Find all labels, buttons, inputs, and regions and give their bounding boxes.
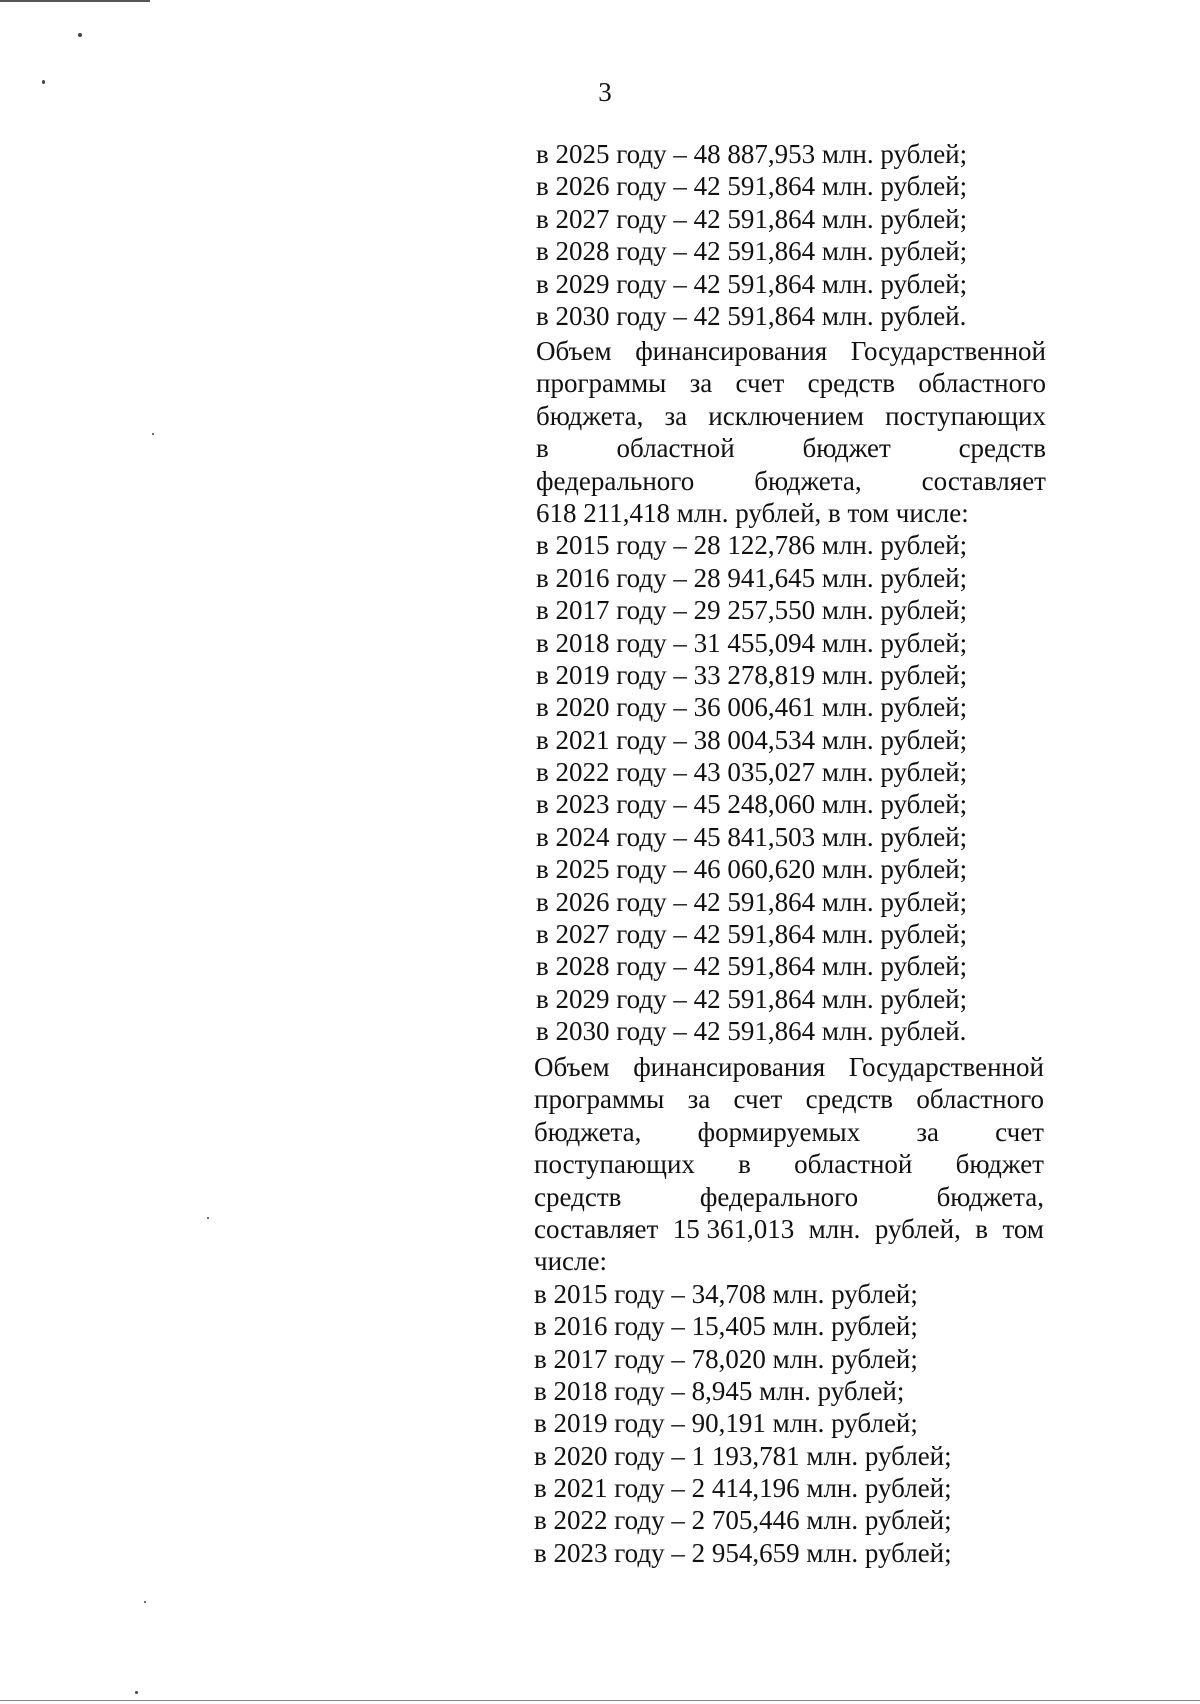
year-amount-line: в 2021 году – 2 414,196 млн. рублей; [534,1473,952,1504]
funding-by-year-list-total [536,138,1046,332]
word: в [536,433,549,464]
word: областного [918,368,1046,399]
year-amount-line: в 2015 году – 34,708 млн. рублей; [534,1278,918,1309]
year-amount-line: в 2029 году – 42 591,864 млн. рублей; [536,268,968,299]
paragraph-line [534,1181,1044,1213]
year-amount-line: в 2026 году – 42 591,864 млн. рублей; [536,171,968,202]
word: бюджета, [936,1181,1044,1212]
paragraph-line [536,465,1046,497]
word: средств [958,433,1046,464]
year-amount-line: в 2022 году – 43 035,027 млн. рублей; [536,757,968,788]
year-amount-line: в 2025 году – 48 887,953 млн. рублей; [536,139,968,169]
scan-speck [207,1217,209,1219]
scan-speck [135,1691,138,1694]
scan-edge-top [0,0,150,2]
paragraph-line [534,1051,1044,1083]
federal-transfers-funding-section [534,1051,1044,1569]
word: средств [807,368,896,399]
scan-speck [78,33,82,37]
word: в [975,1213,989,1244]
paragraph-line [534,1213,1044,1245]
word: за [687,1084,711,1115]
year-amount-line: в 2023 году – 45 248,060 млн. рублей; [536,789,968,820]
word: счет [735,368,785,399]
year-amount-line: в 2016 году – 15,405 млн. рублей; [534,1311,918,1342]
word: средств [534,1181,622,1212]
scan-speck [144,1601,146,1603]
year-amount-line: в 2026 году – 42 591,864 млн. рублей; [536,886,968,917]
word: за [664,400,688,431]
word: программы [534,1084,665,1115]
word: Объем [536,336,612,366]
word: программы [536,368,667,399]
word: федерального [699,1181,859,1212]
year-amount-line: в 2017 году – 29 257,550 млн. рублей; [536,595,968,626]
year-amount-line: в 2022 году – 2 705,446 млн. рублей; [534,1505,952,1536]
word: рублей, [874,1213,961,1244]
paragraph-line: числе: [534,1246,607,1277]
word: бюджет [802,433,891,464]
year-amount-line: в 2020 году – 36 006,461 млн. рублей; [536,692,968,723]
year-amount-line: в 2030 году – 42 591,864 млн. рублей. [536,1016,967,1047]
word: за [689,368,713,399]
word: областного [916,1084,1044,1115]
scan-speck [42,80,45,84]
year-amount-line: в 2019 году – 33 278,819 млн. рублей; [536,659,968,690]
page-number: 3 [598,77,612,107]
word: том [1002,1213,1044,1244]
word: областной [616,433,735,464]
word: финансирования [633,1052,826,1082]
word: бюджета, [534,1116,642,1147]
paragraph-line [536,400,1046,432]
word: средств [805,1084,894,1115]
word: исключением [708,400,864,431]
paragraph-line [536,367,1046,399]
word: Государственной [848,1052,1044,1082]
word: Государственной [850,336,1046,366]
year-amount-line: в 2027 году – 42 591,864 млн. рублей; [536,919,968,950]
word: счет [995,1116,1044,1147]
word: поступающих [534,1149,695,1180]
year-amount-line: в 2018 году – 31 455,094 млн. рублей; [536,627,968,658]
word: в [738,1149,751,1180]
word: формируемых [697,1116,861,1147]
scan-speck [152,433,154,435]
paragraph-line: 618 211,418 млн. рублей, в том числе: [536,497,969,528]
year-amount-line: в 2027 году – 42 591,864 млн. рублей; [536,203,968,234]
word: 15 361,013 [672,1213,795,1244]
word: составляет [534,1213,659,1244]
word: федерального [536,465,695,496]
word: Объем [534,1052,610,1082]
word: бюджет [955,1149,1044,1180]
year-amount-line: в 2015 году – 28 122,786 млн. рублей; [536,530,968,561]
year-amount-line: в 2023 году – 2 954,659 млн. рублей; [534,1537,952,1568]
word: бюджета, [754,465,862,496]
year-amount-line: в 2025 году – 46 060,620 млн. рублей; [536,854,968,885]
year-amount-line: в 2029 году – 42 591,864 млн. рублей; [536,983,968,1014]
word: бюджета, [536,400,644,431]
word: финансирования [635,336,828,366]
word: областной [794,1149,913,1180]
paragraph-line [536,335,1046,367]
word: млн. [808,1213,861,1244]
paragraph-line [536,432,1046,464]
word: составляет [921,465,1046,496]
year-amount-line: в 2017 году – 78,020 млн. рублей; [534,1343,918,1374]
paragraph-line [534,1083,1044,1115]
paragraph-line [534,1148,1044,1180]
word: счет [733,1084,783,1115]
year-amount-line: в 2018 году – 8,945 млн. рублей; [534,1375,905,1406]
year-amount-line: в 2016 году – 28 941,645 млн. рублей; [536,562,968,593]
year-amount-line: в 2020 году – 1 193,781 млн. рублей; [534,1440,952,1471]
paragraph-line [534,1116,1044,1148]
scan-edge-bottom [0,1700,1200,1701]
year-amount-line: в 2028 году – 42 591,864 млн. рублей; [536,951,968,982]
year-amount-line: в 2030 году – 42 591,864 млн. рублей. [536,300,967,331]
year-amount-line: в 2019 году – 90,191 млн. рублей; [534,1408,918,1439]
word: поступающих [885,400,1046,431]
year-amount-line: в 2028 году – 42 591,864 млн. рублей; [536,236,968,267]
year-amount-line: в 2024 году – 45 841,503 млн. рублей; [536,821,968,852]
word: за [916,1116,940,1147]
year-amount-line: в 2021 году – 38 004,534 млн. рублей; [536,724,968,755]
regional-budget-funding-section [536,335,1046,1048]
